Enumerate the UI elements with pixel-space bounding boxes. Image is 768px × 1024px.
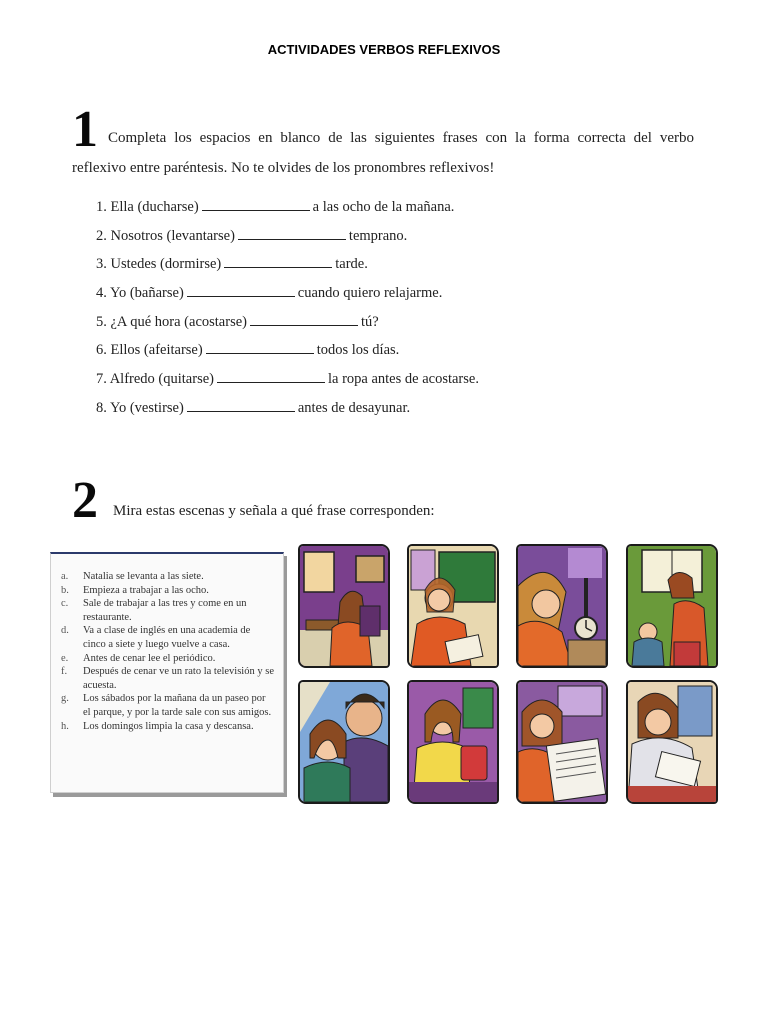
scene-illustration-7[interactable] <box>516 680 608 804</box>
list-item: f. Después de cenar ve un rato la televisión y se acuesta. <box>61 666 274 691</box>
list-item: h. Los domingos limpia la casa y descansa. <box>61 720 254 732</box>
answer-blank[interactable] <box>206 339 314 354</box>
scene-illustration-8[interactable] <box>626 680 718 804</box>
page-title: ACTIVIDADES VERBOS REFLEXIVOS <box>267 42 501 57</box>
scene-illustration-5[interactable] <box>298 680 390 804</box>
list-item: b. Empieza a trabajar a las ocho. <box>61 584 209 596</box>
scene-illustration-6[interactable] <box>407 680 499 804</box>
answer-blank[interactable] <box>187 282 295 297</box>
list-item: d. Va a clase de inglés en una academia de cinco a siete y luego vuelve a casa. <box>61 625 251 650</box>
answer-blank[interactable] <box>250 311 358 326</box>
sentences-box <box>50 552 284 793</box>
scene-illustration-1[interactable] <box>298 544 390 668</box>
section-1-instruction: Completa los espacios en blanco de las siguientes frases con la forma correcta del verbo reflexivo entre paréntesis. No te olvides de los pronombres reflexivos! <box>72 130 694 176</box>
scene-illustration-3[interactable] <box>516 544 608 668</box>
exercise-list <box>96 193 479 423</box>
exercise-item: 6. Ellos (afeitarse) todos los días. <box>96 336 479 365</box>
exercise-item: 3. Ustedes (dormirse) tarde. <box>96 250 479 279</box>
section-2-instruction: Mira estas escenas y señala a qué frase corresponden: <box>113 503 435 519</box>
section-2-number: 2 <box>72 472 98 529</box>
section-1-number: 1 <box>72 101 98 158</box>
answer-blank[interactable] <box>238 225 346 240</box>
answer-blank[interactable] <box>202 196 310 211</box>
list-item: e. Antes de cenar lee el periódico. <box>61 652 216 664</box>
scene-illustration-4[interactable] <box>626 544 718 668</box>
list-item: c. Sale de trabajar a las tres y come en un restaurante. <box>61 598 247 623</box>
exercise-item: 7. Alfredo (quitarse) la ropa antes de acostarse. <box>96 365 479 394</box>
scene-illustration-2[interactable] <box>407 544 499 668</box>
answer-blank[interactable] <box>187 397 295 412</box>
exercise-item: 5. ¿A qué hora (acostarse) tú? <box>96 308 479 337</box>
answer-blank[interactable] <box>224 253 332 268</box>
exercise-item: 4. Yo (bañarse) cuando quiero relajarme. <box>96 279 479 308</box>
answer-blank[interactable] <box>217 368 325 383</box>
exercise-item: 1. Ella (ducharse) a las ocho de la mañana. <box>96 193 479 222</box>
exercise-item: 8. Yo (vestirse) antes de desayunar. <box>96 394 479 423</box>
exercise-item: 2. Nosotros (levantarse) temprano. <box>96 222 479 251</box>
list-item: g. Los sábados por la mañana da un paseo por el parque, y por la tarde sale con sus amigos. <box>61 693 272 718</box>
list-item: a. Natalia se levanta a las siete. <box>61 571 204 582</box>
